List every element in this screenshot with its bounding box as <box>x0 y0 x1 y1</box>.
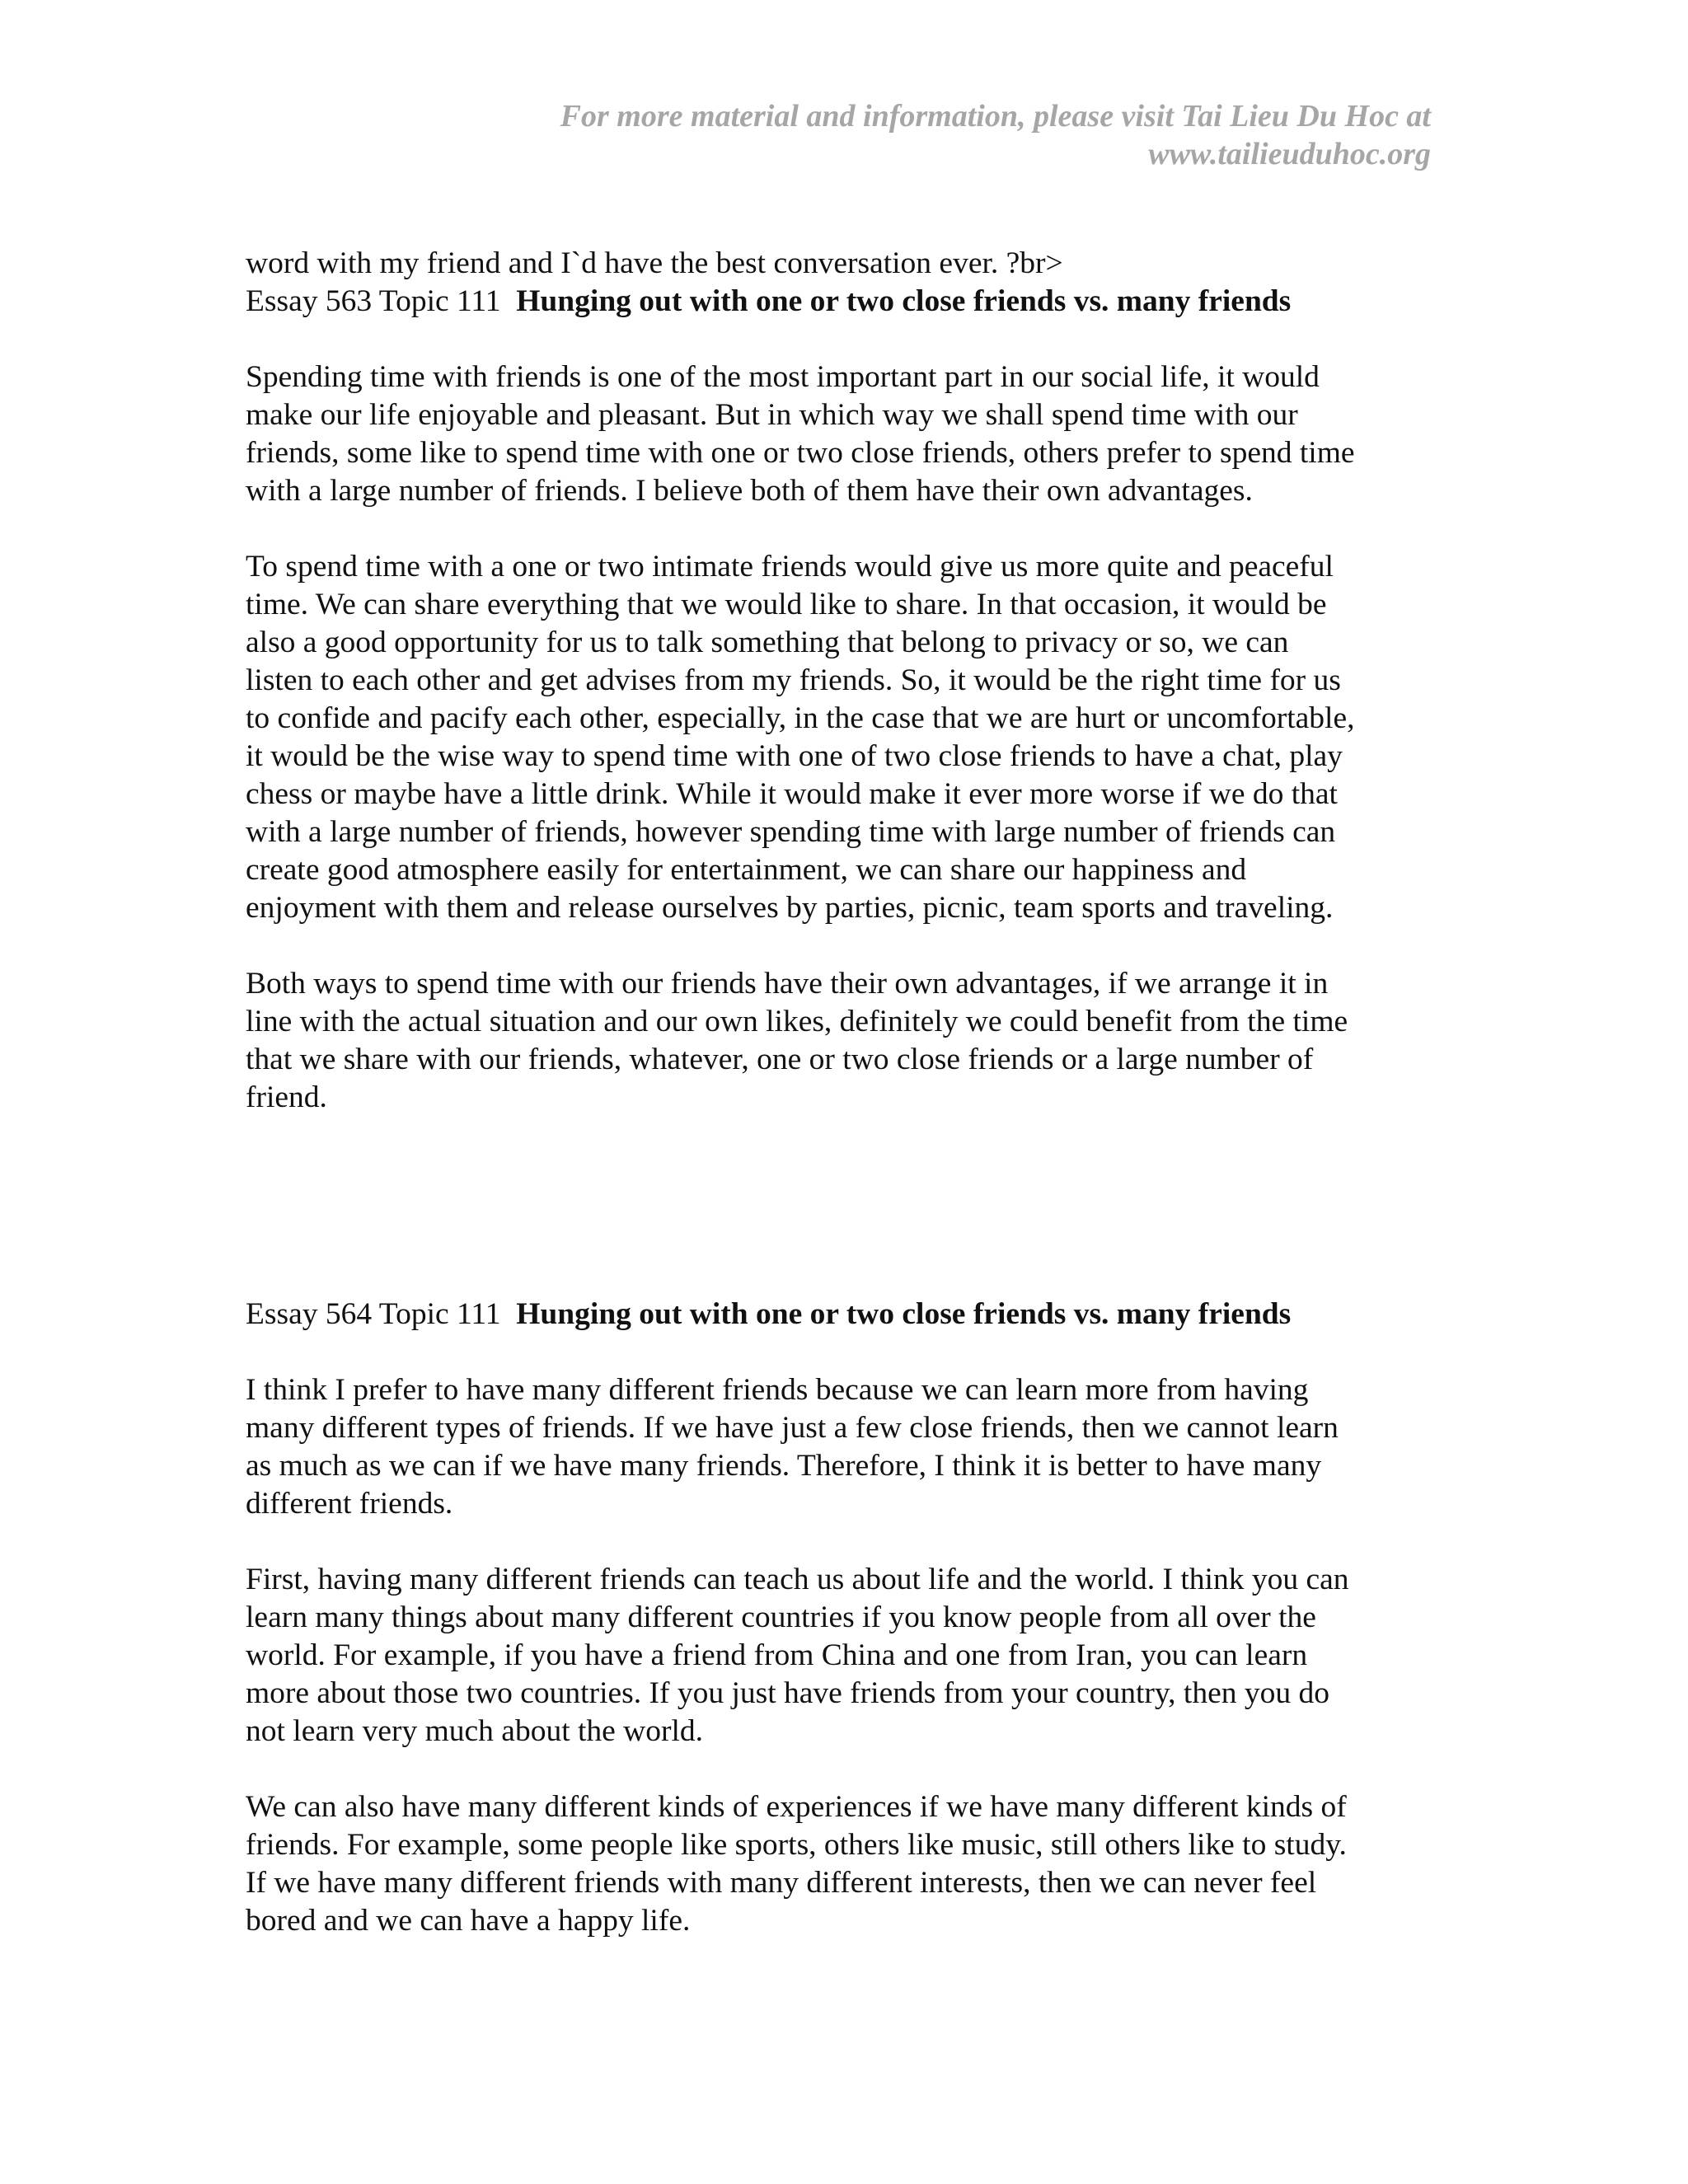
essay-563-p1-line: with a large number of friends. I believe both of them have their own advantages. <box>246 474 1253 508</box>
essay-564-p2-line: not learn very much about the world. <box>246 1714 704 1748</box>
essay-563-p2-line: chess or maybe have a little drink. While it would make it ever more worse if we do that <box>246 777 1338 811</box>
essay-563-p2-line: time. We can share everything that we would like to share. In that occasion, it would be <box>246 588 1327 621</box>
essay-563-p2-line: with a large number of friends, however spending time with large number of friends can <box>246 815 1336 849</box>
header-line-1: For more material and information, please visit Tai Lieu Du Hoc at <box>560 99 1431 134</box>
essay-564-p2-line: world. For example, if you have a friend from China and one from Iran, you can learn <box>246 1638 1308 1672</box>
essay-563-p2-line: enjoyment with them and release ourselves by parties, picnic, team sports and traveling. <box>246 891 1334 925</box>
essay-563-p2-line: to confide and pacify each other, especially, in the case that we are hurt or uncomfortable, <box>246 701 1355 735</box>
essay-563-heading-prefix: Essay 563 Topic 111 <box>246 284 517 318</box>
intro-block <box>246 245 1441 321</box>
header-note <box>359 97 1431 173</box>
essay-563-p3-line: Both ways to spend time with our friends have their own advantages, if we arrange it in <box>246 967 1329 1001</box>
essay-564-p3-line: We can also have many different kinds of experiences if we have many different kinds of <box>246 1790 1347 1824</box>
essay-563-p1-line: Spending time with friends is one of the most important part in our social life, it would <box>246 360 1320 394</box>
paragraph-gap <box>246 510 1441 548</box>
essay-563-p2-line: listen to each other and get advises from my friends. So, it would be the right time for us <box>246 663 1341 697</box>
paragraph-gap <box>246 1333 1441 1371</box>
essay-563-p2-line: it would be the wise way to spend time with one of two close friends to have a chat, play <box>246 739 1343 773</box>
essay-564-p1-line: I think I prefer to have many different friends because we can learn more from having <box>246 1373 1309 1407</box>
essay-564-title: Hunging out with one or two close friends vs. many friends <box>516 1297 1292 1331</box>
essay-563-p3-line: friend. <box>246 1080 327 1114</box>
essay-564-p1-line: as much as we can if we have many friends. Therefore, I think it is better to have many <box>246 1449 1322 1483</box>
essay-564-p2-line: learn many things about many different countries if you know people from all over the <box>246 1601 1316 1634</box>
paragraph-gap <box>246 1523 1441 1561</box>
essay-563-body <box>246 359 1441 1117</box>
essay-564-block <box>246 1296 1441 1940</box>
essay-564-p3-line: friends. For example, some people like sports, others like music, still others like to study. <box>246 1828 1347 1862</box>
essay-563-p1-line: make our life enjoyable and pleasant. But in which way we shall spend time with our <box>246 398 1298 432</box>
paragraph-gap <box>246 927 1441 965</box>
essay-564-p3-line: If we have many different friends with many different interests, then we can never feel <box>246 1866 1317 1900</box>
essay-563-title: Hunging out with one or two close friends vs. many friends <box>516 284 1292 318</box>
essay-563-p2-line: To spend time with a one or two intimate friends would give us more quite and peaceful <box>246 550 1334 583</box>
essay-563-heading <box>246 283 1441 321</box>
essay-564-p1-line: many different types of friends. If we have just a few close friends, then we cannot learn <box>246 1411 1339 1445</box>
carryover-line: word with my friend and I`d have the best conversation ever. ?br> <box>246 246 1063 280</box>
essay-563-p2-line: create good atmosphere easily for entertainment, we can share our happiness and <box>246 853 1247 887</box>
essay-564-p2-line: First, having many different friends can teach us about life and the world. I think you can <box>246 1563 1349 1596</box>
header-line-2: www.tailieuduhoc.org <box>1148 137 1431 171</box>
essay-563-p2-line: also a good opportunity for us to talk something that belong to privacy or so, we can <box>246 626 1289 659</box>
essay-564-p2-line: more about those two countries. If you just have friends from your country, then you do <box>246 1676 1329 1710</box>
paragraph-gap <box>246 1750 1441 1788</box>
essay-563-p3-line: that we share with our friends, whatever, one or two close friends or a large number of <box>246 1043 1314 1076</box>
essay-563-p3-line: line with the actual situation and our own likes, definitely we could benefit from the time <box>246 1005 1348 1038</box>
essay-564-p1-line: different friends. <box>246 1487 453 1521</box>
essay-564-heading-prefix: Essay 564 Topic 111 <box>246 1297 517 1331</box>
essay-564-heading <box>246 1296 1441 1333</box>
essay-563-p1-line: friends, some like to spend time with one or two close friends, others prefer to spend time <box>246 436 1355 470</box>
essay-564-p3-line: bored and we can have a happy life. <box>246 1904 691 1938</box>
